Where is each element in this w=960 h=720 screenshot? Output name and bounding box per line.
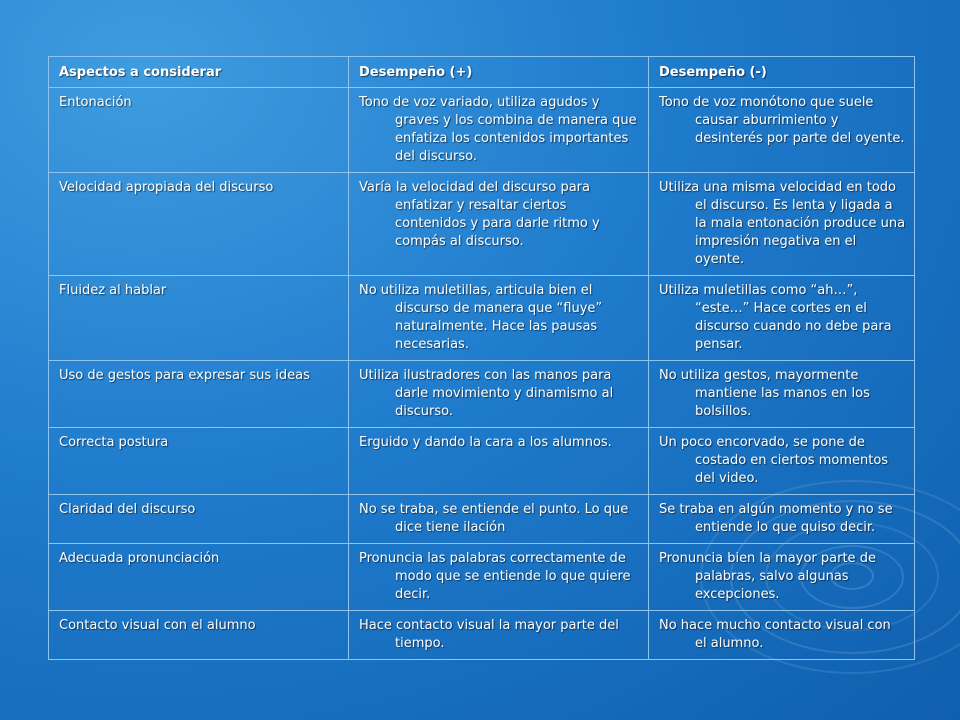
positive-cell [349, 173, 649, 276]
negative-text: Pronuncia bien la mayor parte de palabras, salvo algunas excepciones. [659, 551, 876, 602]
table-header-row [49, 57, 915, 88]
positive-text: Varía la velocidad del discurso para enfatizar y resaltar ciertos contenidos y para darle ritmo y compás al discurso. [359, 180, 600, 249]
negative-cell [649, 361, 915, 428]
aspect-cell: Correcta postura [49, 428, 349, 495]
table-row [49, 88, 915, 173]
negative-text: Un poco encorvado, se pone de costado en ciertos momentos del video. [659, 435, 889, 486]
table-row [49, 428, 915, 495]
table-row [49, 495, 915, 544]
negative-cell [649, 428, 915, 495]
negative-text: No hace mucho contacto visual con el alumno. [659, 618, 891, 651]
header-negative: Desempeño (-) [649, 57, 915, 88]
table-row [49, 173, 915, 276]
negative-text: No utiliza gestos, mayormente mantiene las manos en los bolsillos. [659, 368, 870, 419]
aspect-cell: Contacto visual con el alumno [49, 611, 349, 660]
positive-text: Hace contacto visual la mayor parte del tiempo. [359, 618, 619, 651]
positive-cell [349, 495, 649, 544]
evaluation-table [48, 56, 915, 660]
positive-cell [349, 276, 649, 361]
positive-cell [349, 611, 649, 660]
negative-cell [649, 88, 915, 173]
positive-text: Utiliza ilustradores con las manos para darle movimiento y dinamismo al discurso. [359, 368, 614, 419]
positive-text: Tono de voz variado, utiliza agudos y graves y los combina de manera que enfatiza los contenidos importantes del discurso. [359, 95, 637, 164]
positive-text: Pronuncia las palabras correctamente de modo que se entiende lo que quiere decir. [359, 551, 631, 602]
aspect-cell: Entonación [49, 88, 349, 173]
positive-text: No se traba, se entiende el punto. Lo que dice tiene ilación [359, 502, 629, 535]
negative-cell [649, 611, 915, 660]
negative-cell [649, 173, 915, 276]
positive-text: No utiliza muletillas, articula bien el discurso de manera que “fluye” naturalmente. Hace las pausas necesarias. [359, 283, 603, 352]
aspect-cell: Claridad del discurso [49, 495, 349, 544]
positive-cell [349, 544, 649, 611]
table-row [49, 276, 915, 361]
aspect-cell: Fluidez al hablar [49, 276, 349, 361]
positive-text: Erguido y dando la cara a los alumnos. [359, 435, 612, 450]
header-positive: Desempeño (+) [349, 57, 649, 88]
negative-cell [649, 276, 915, 361]
aspect-cell: Uso de gestos para expresar sus ideas [49, 361, 349, 428]
positive-cell [349, 428, 649, 495]
negative-cell [649, 544, 915, 611]
aspect-cell: Adecuada pronunciación [49, 544, 349, 611]
negative-text: Tono de voz monótono que suele causar aburrimiento y desinterés por parte del oyente. [659, 95, 905, 146]
header-aspects: Aspectos a considerar [49, 57, 349, 88]
table-row [49, 611, 915, 660]
positive-cell [349, 88, 649, 173]
table-row [49, 361, 915, 428]
negative-text: Utiliza una misma velocidad en todo el discurso. Es lenta y ligada a la mala entonación produce una impresión negativa en el oyente. [659, 180, 906, 267]
table-row [49, 544, 915, 611]
negative-text: Se traba en algún momento y no se entiende lo que quiso decir. [659, 502, 893, 535]
negative-cell [649, 495, 915, 544]
positive-cell [349, 361, 649, 428]
aspect-cell: Velocidad apropiada del discurso [49, 173, 349, 276]
negative-text: Utiliza muletillas como “ah…”, “este…” Hace cortes en el discurso cuando no debe para pensar. [659, 283, 892, 352]
